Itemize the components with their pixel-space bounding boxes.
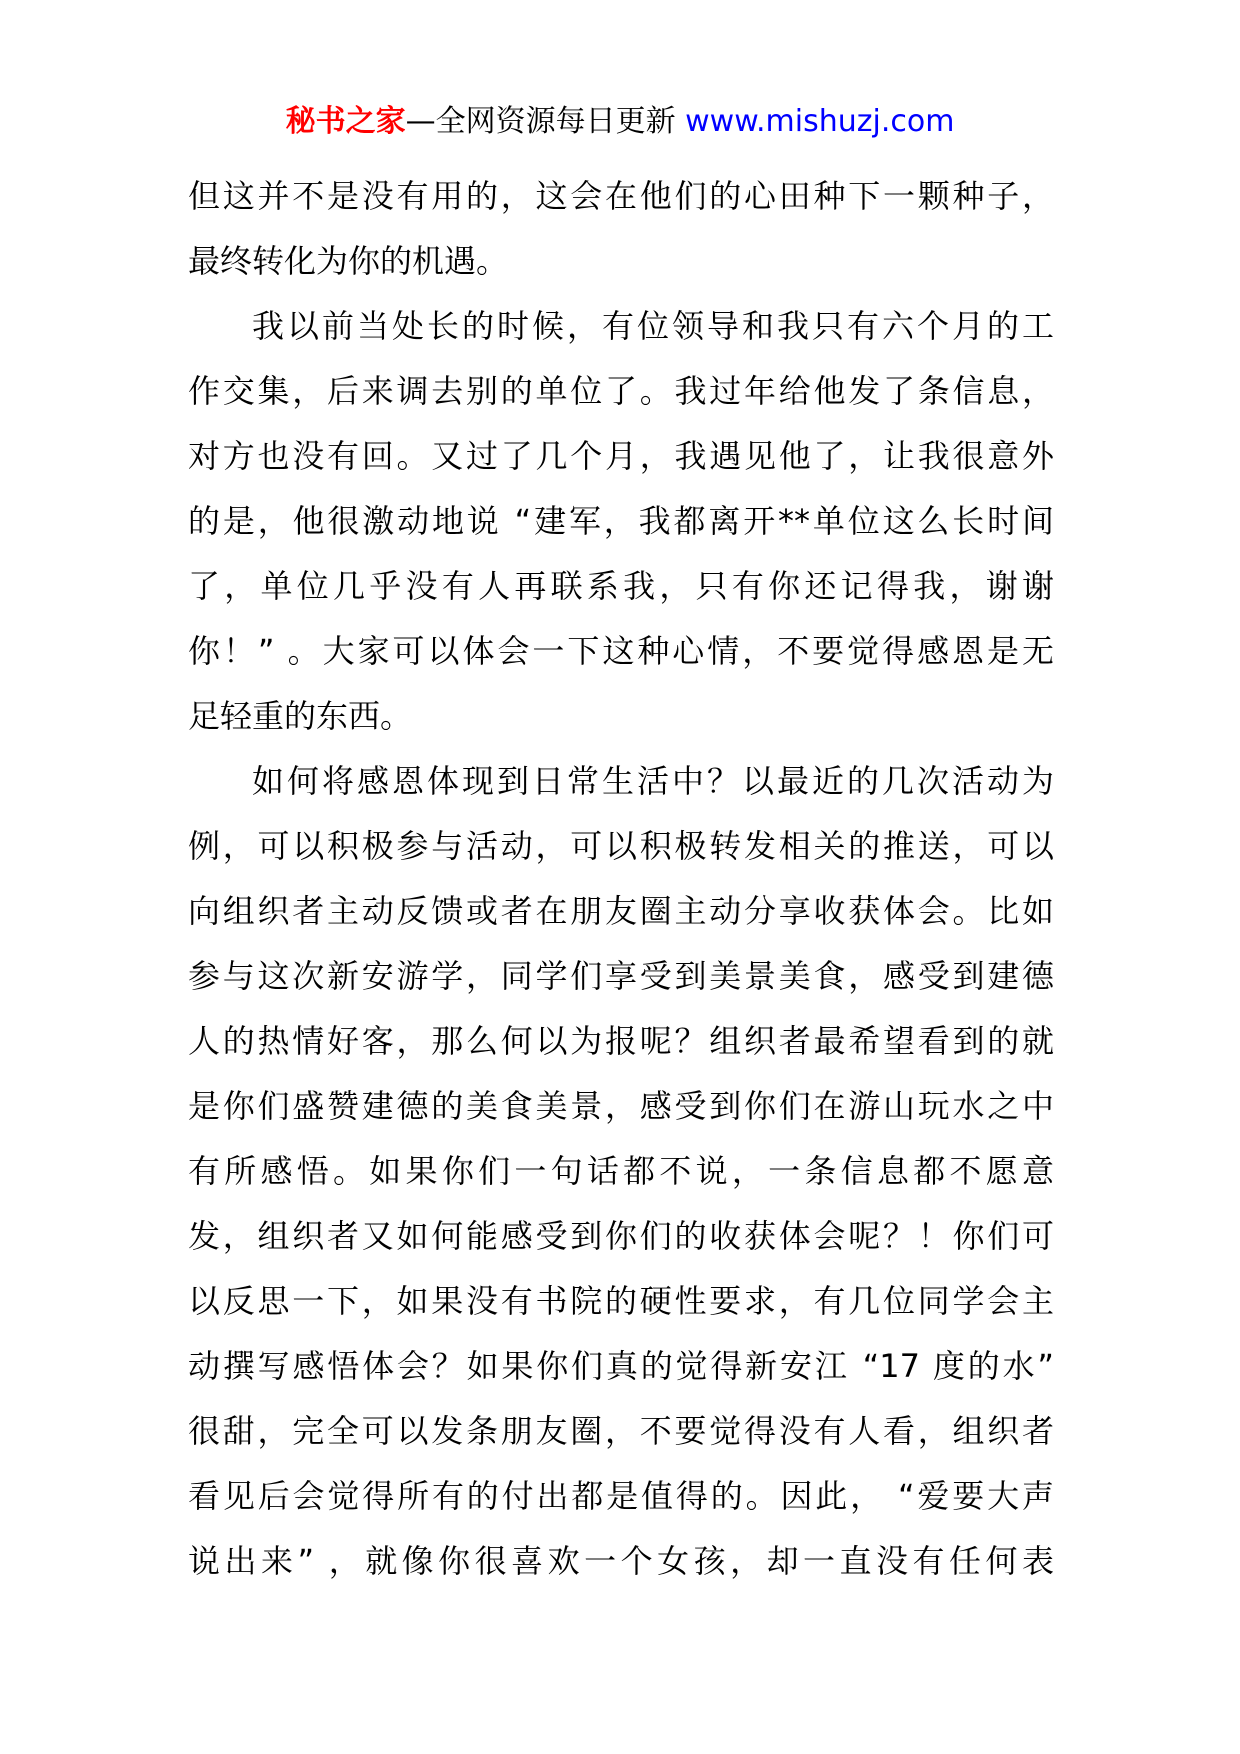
site-header — [0, 100, 1240, 144]
text-line: 说出来” ，就像你很喜欢一个女孩，却一直没有任何表 — [188, 1542, 1054, 1580]
text-line: 很甜，完全可以发条朋友圈，不要觉得没有人看，组织者 — [188, 1412, 1054, 1450]
text-line: 看见后会觉得所有的付出都是值得的。因此， “爱要大声 — [188, 1477, 1054, 1515]
text-line: 向组织者主动反馈或者在朋友圈主动分享收获体会。比如 — [188, 892, 1054, 930]
text-line: 的是，他很激动地说 “建军，我都离开**单位这么长时间 — [188, 502, 1054, 540]
text-line: 以反思一下，如果没有书院的硬性要求，有几位同学会主 — [188, 1282, 1054, 1320]
text-line: 作交集，后来调去别的单位了。我过年给他发了条信息， — [188, 372, 1054, 410]
text-line: 对方也没有回。又过了几个月，我遇见他了，让我很意外 — [188, 437, 1054, 475]
text-line: 我以前当处长的时候，有位领导和我只有六个月的工 — [252, 307, 1054, 345]
text-line: 发，组织者又如何能感受到你们的收获体会呢？！你们可 — [188, 1217, 1054, 1255]
document-body — [188, 164, 1054, 1594]
text-line: 最终转化为你的机遇。 — [188, 242, 509, 280]
text-line: 你！” 。大家可以体会一下这种心情，不要觉得感恩是无 — [188, 632, 1054, 670]
paragraph — [188, 164, 1054, 294]
brand-name: 秘书之家 — [285, 104, 406, 139]
text-line: 人的热情好客，那么何以为报呢？组织者最希望看到的就 — [188, 1022, 1054, 1060]
text-line: 了，单位几乎没有人再联系我，只有你还记得我，谢谢 — [188, 567, 1054, 605]
paragraph — [188, 294, 1054, 749]
text-line: 如何将感恩体现到日常生活中？以最近的几次活动为 — [252, 762, 1054, 800]
text-line: 例，可以积极参与活动，可以积极转发相关的推送，可以 — [188, 827, 1054, 865]
text-line: 但这并不是没有用的，这会在他们的心田种下一颗种子， — [188, 177, 1054, 215]
text-line: 足轻重的东西。 — [188, 697, 413, 735]
site-url-link[interactable]: www.mishuzj.com — [685, 104, 955, 139]
text-line: 动撰写感悟体会？如果你们真的觉得新安江 “17 度的水” — [188, 1347, 1054, 1385]
paragraph — [188, 749, 1054, 1594]
text-line: 参与这次新安游学，同学们享受到美景美食，感受到建德 — [188, 957, 1054, 995]
header-slogan: —全网资源每日更新 — [405, 104, 676, 139]
text-line: 有所感悟。如果你们一句话都不说，一条信息都不愿意 — [188, 1152, 1054, 1190]
text-line: 是你们盛赞建德的美食美景，感受到你们在游山玩水之中 — [188, 1087, 1054, 1125]
